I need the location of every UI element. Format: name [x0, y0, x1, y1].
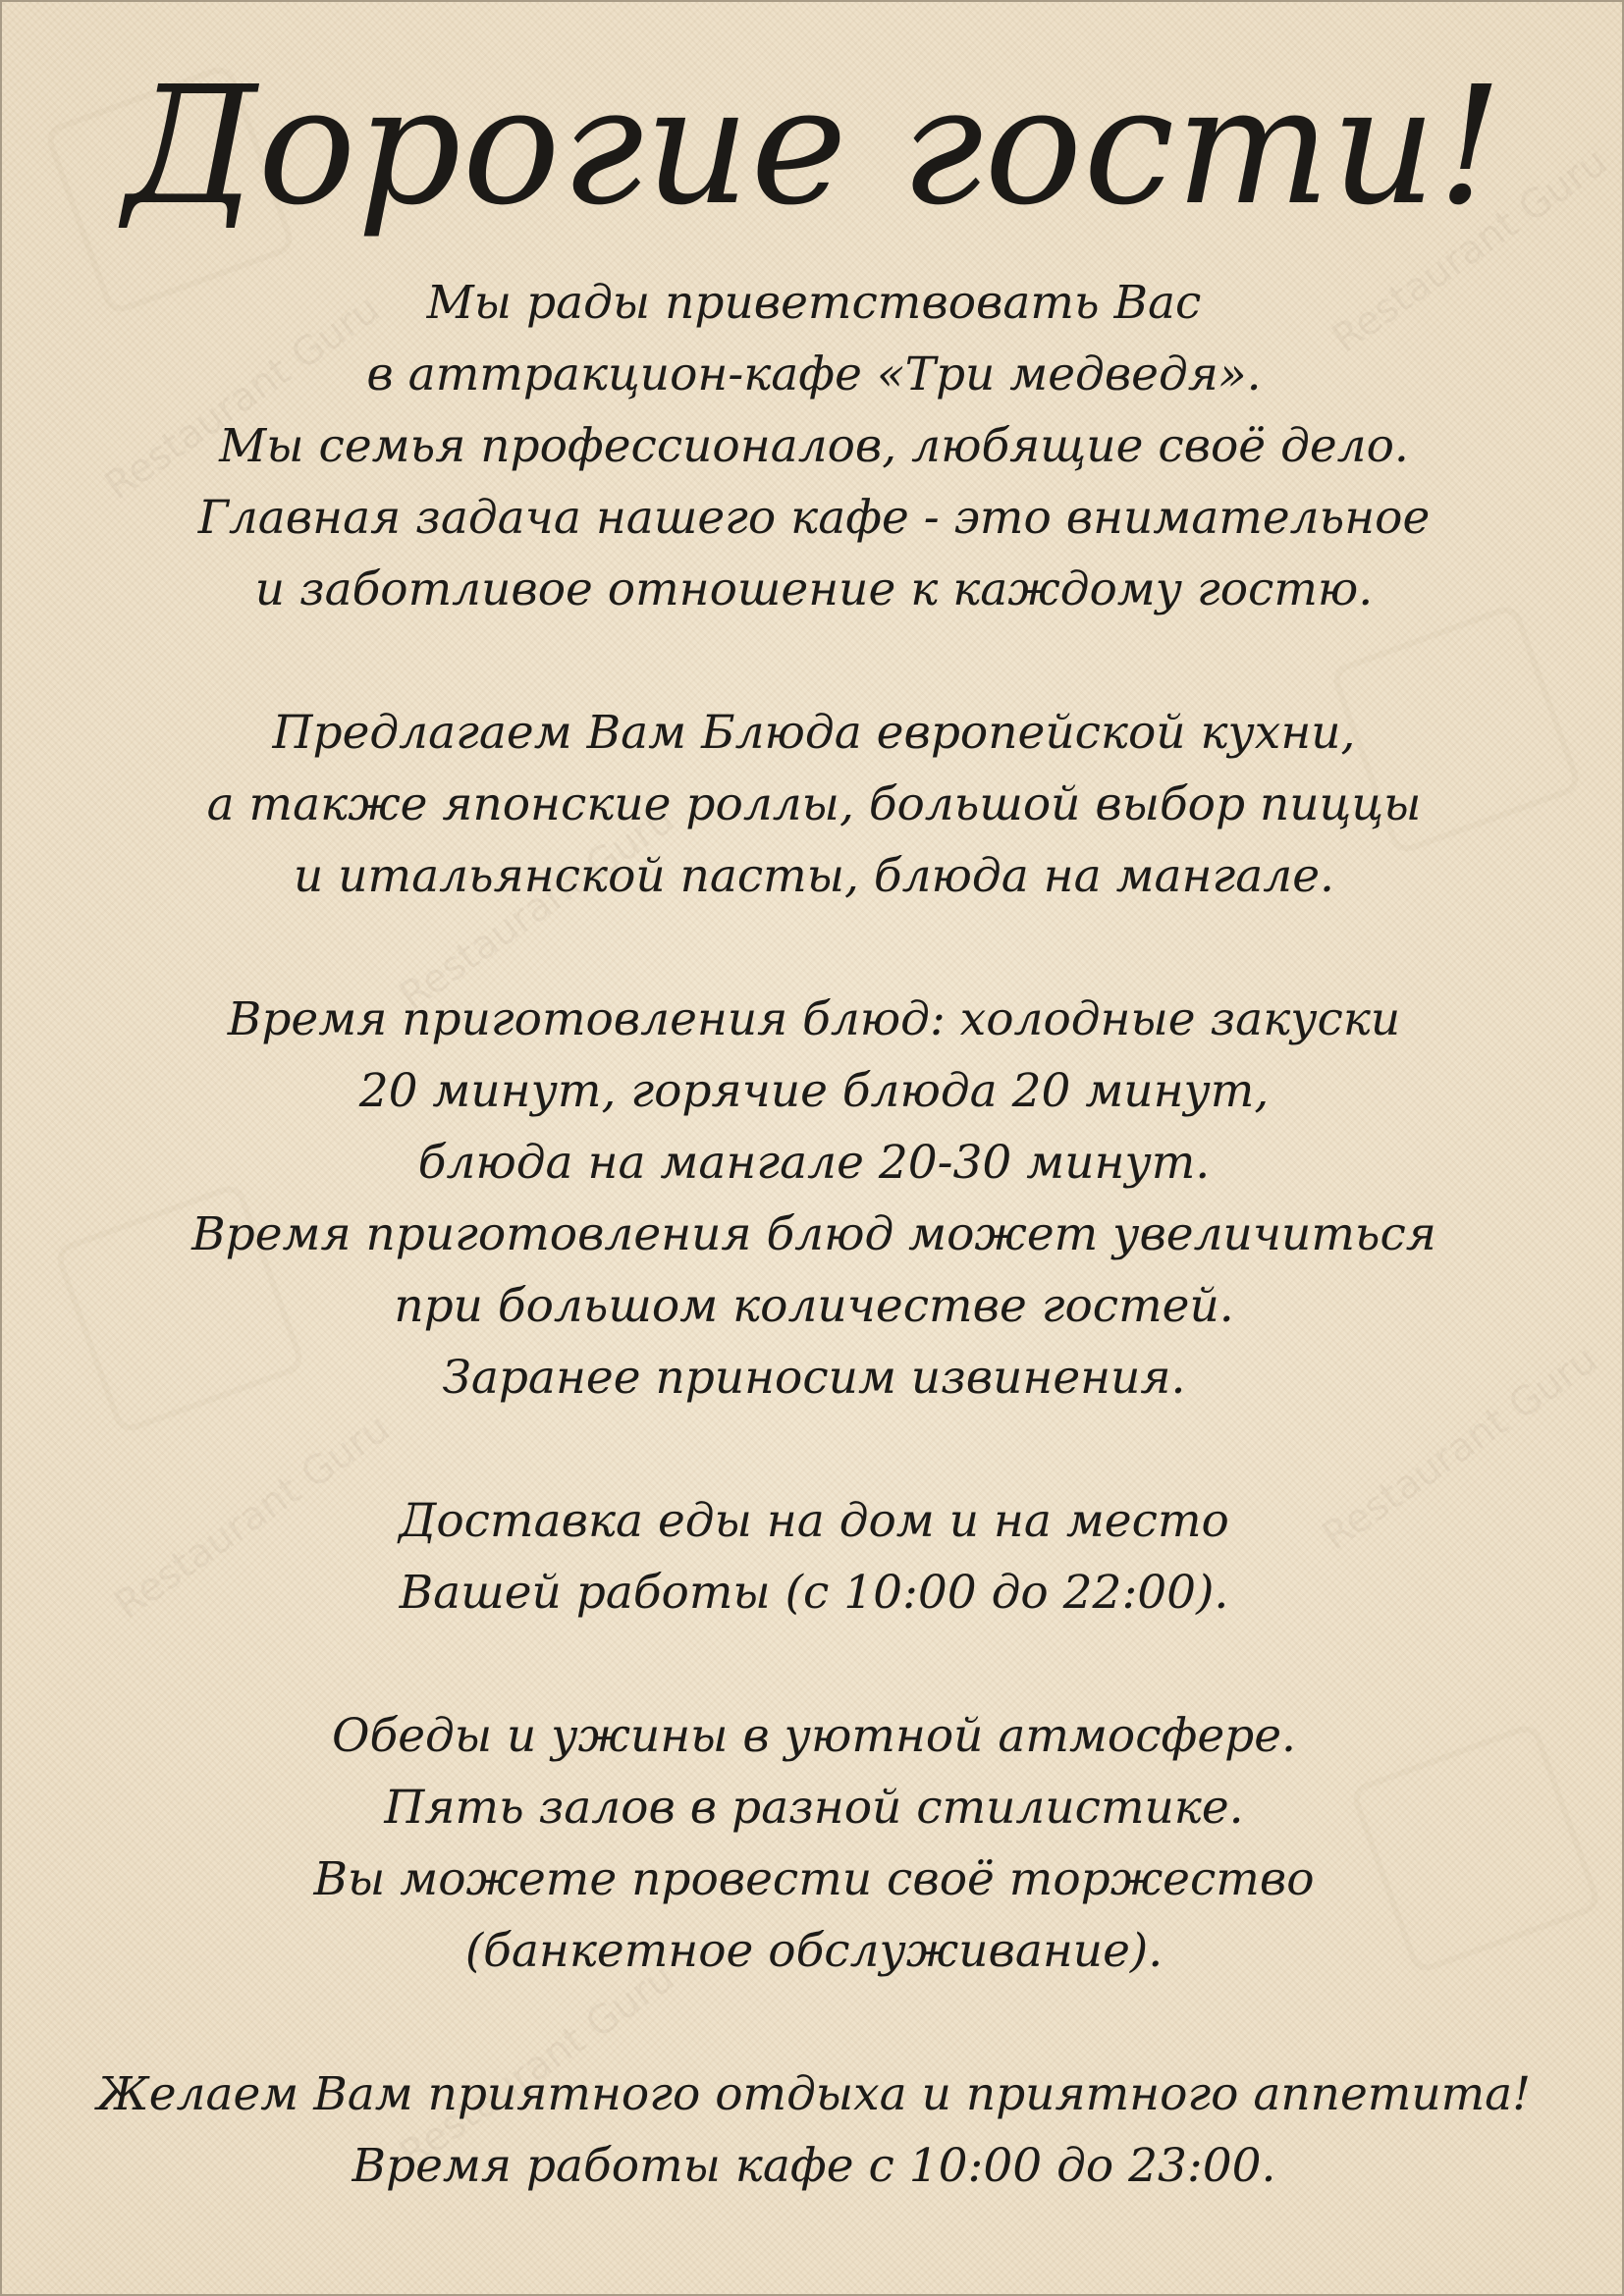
text-line: при большом количестве гостей.: [394, 1279, 1234, 1333]
text-line: Доставка еды на дом и на место: [399, 1494, 1229, 1548]
watermark-text: Restaurant Guru: [391, 796, 683, 1020]
paragraph-welcome: [2, 267, 1624, 625]
text-line: Мы семья профессионалов, любящие своё дело.: [219, 419, 1409, 473]
text-line: в аттракцион-кафе «Три медведя».: [366, 347, 1262, 401]
paragraph-closing: [2, 2058, 1624, 2202]
text-line: Предлагаем Вам Блюда европейской кухни,: [272, 706, 1356, 760]
watermark-text: Restaurant Guru: [1314, 1336, 1606, 1560]
text-line: Мы рады приветствовать Вас: [426, 276, 1202, 330]
paragraph-delivery: [2, 1485, 1624, 1629]
text-line: Время приготовления блюд может увеличиться: [191, 1207, 1436, 1261]
watermark-text: Restaurant Guru: [106, 1405, 399, 1629]
text-line: и заботливое отношение к каждому гостю.: [254, 562, 1374, 616]
text-line: а также японские роллы, большой выбор пиццы: [206, 777, 1422, 831]
paragraph-cuisine: [2, 697, 1624, 912]
text-line: Обеды и ужины в уютной атмосфере.: [332, 1709, 1296, 1763]
watermark-text: Restaurant Guru: [96, 286, 389, 509]
text-line: и итальянской пасты, блюда на мангале.: [294, 849, 1334, 903]
text-line: 20 минут, горячие блюда 20 минут,: [358, 1064, 1270, 1118]
text-line: Желаем Вам приятного отдыха и приятного аппетита!: [96, 2067, 1532, 2121]
text-line: Время приготовления блюд: холодные закуски: [227, 992, 1401, 1046]
text-line: Главная задача нашего кафе - это внимательное: [197, 491, 1431, 545]
text-line: Время работы кафе с 10:00 до 23:00.: [352, 2139, 1276, 2193]
text-line: блюда на мангале 20-30 минут.: [417, 1136, 1211, 1190]
welcome-text: [2, 267, 1624, 2202]
text-line: Пять залов в разной стилистике.: [384, 1781, 1244, 1835]
paragraph-halls: [2, 1700, 1624, 1987]
paragraph-cooking-time: [2, 984, 1624, 1414]
text-line: Заранее приносим извинения.: [442, 1351, 1186, 1405]
watermark-text: Restaurant Guru: [1324, 138, 1616, 362]
watermark-text: Restaurant Guru: [391, 1954, 683, 2178]
page-title: Дорогие гости!: [124, 52, 1504, 241]
text-line: Вы можете провести своё торжество: [313, 1852, 1315, 1906]
text-line: (банкетное обслуживание).: [464, 1924, 1164, 1978]
text-line: Вашей работы (с 10:00 до 22:00).: [399, 1566, 1229, 1620]
